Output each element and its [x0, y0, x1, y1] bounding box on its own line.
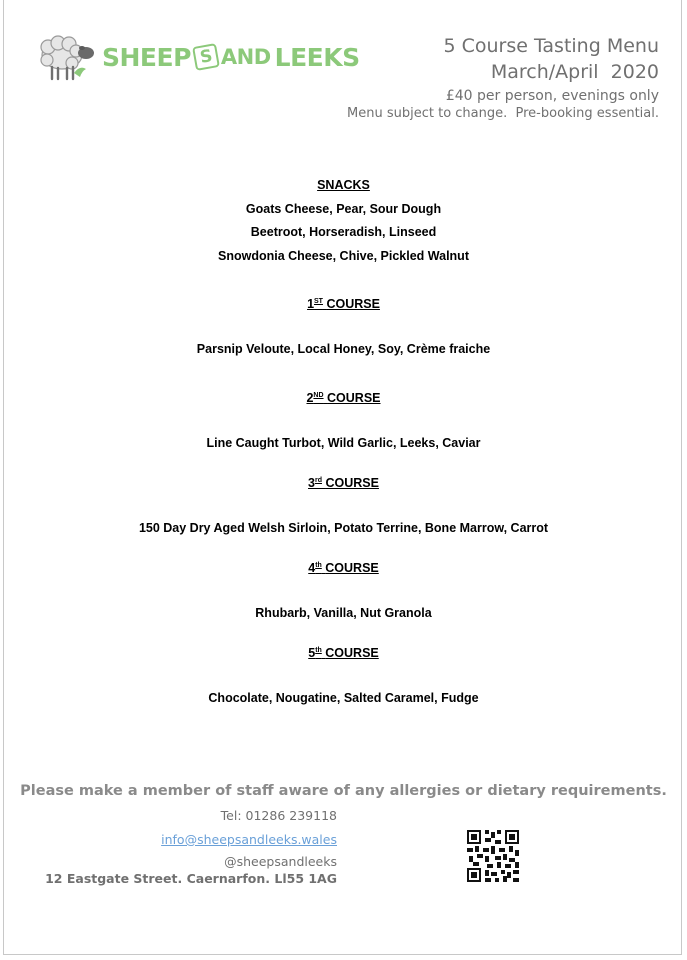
- course-number: 1: [307, 297, 315, 311]
- course-label: COURSE: [327, 391, 381, 405]
- menu-title: 5 Course Tasting Menu: [443, 35, 659, 57]
- course-number: 2: [306, 391, 314, 405]
- snack-item: Beetroot, Horseradish, Linseed: [250, 225, 437, 239]
- course-number: 5: [308, 646, 316, 660]
- course-heading-2: [0, 388, 687, 406]
- brand-part-leeks: LEEKS: [274, 42, 360, 72]
- contact-social: @sheepsandleeks: [224, 854, 337, 869]
- sheep-icon: [34, 33, 96, 81]
- course-dish-1: Parsnip Veloute, Local Honey, Soy, Crème fraiche: [196, 342, 491, 356]
- snacks-heading-text: SNACKS: [317, 178, 370, 192]
- course-heading-1: [0, 294, 687, 312]
- course-dish-2: Line Caught Turbot, Wild Garlic, Leeks, Caviar: [206, 436, 481, 450]
- contact-address: 12 Eastgate Street. Caernarfon. Ll55 1AG: [45, 871, 337, 886]
- course-dish-4: Rhubarb, Vanilla, Nut Granola: [255, 606, 432, 620]
- course-dish-3: 150 Day Dry Aged Welsh Sirloin, Potato Terrine, Bone Marrow, Carrot: [138, 521, 549, 535]
- brand-box-letter: S: [192, 43, 220, 71]
- course-label: COURSE: [326, 297, 380, 311]
- course-heading-4: [0, 558, 687, 576]
- brand-part-and: AND: [220, 45, 271, 69]
- snack-item: Goats Cheese, Pear, Sour Dough: [245, 202, 442, 216]
- menu-date: March/April 2020: [490, 61, 659, 83]
- course-ordinal: ST: [314, 298, 323, 305]
- snack-item: Snowdonia Cheese, Chive, Pickled Walnut: [218, 249, 469, 263]
- course-number: 3: [308, 476, 315, 490]
- header-info: [347, 33, 659, 122]
- course-ordinal: rd: [314, 477, 322, 484]
- brand-logo: [34, 32, 360, 82]
- snacks-heading: [0, 177, 687, 193]
- course-number: 4: [308, 561, 316, 575]
- course-label: COURSE: [325, 646, 379, 660]
- allergy-notice: Please make a member of staff aware of any allergies or dietary requirements.: [20, 783, 667, 799]
- qr-code-icon: [467, 830, 519, 882]
- course-heading-5: [0, 643, 687, 661]
- course-ordinal: th: [315, 647, 322, 654]
- course-label: COURSE: [325, 561, 379, 575]
- course-ordinal: th: [315, 562, 322, 569]
- contact-email-link[interactable]: info@sheepsandleeks.wales: [161, 832, 337, 847]
- brand-wordmark: [102, 43, 360, 72]
- brand-part-sheep: SHEEP: [102, 42, 191, 72]
- course-dish-5: Chocolate, Nougatine, Salted Caramel, Fudge: [208, 691, 479, 705]
- contact-tel: Tel: 01286 239118: [220, 808, 337, 823]
- course-ordinal: ND: [313, 392, 324, 399]
- menu-note: Menu subject to change. Pre-booking essential.: [347, 106, 659, 121]
- course-heading-3: [0, 473, 687, 491]
- course-label: COURSE: [325, 476, 379, 490]
- menu-price: £40 per person, evenings only: [445, 88, 659, 104]
